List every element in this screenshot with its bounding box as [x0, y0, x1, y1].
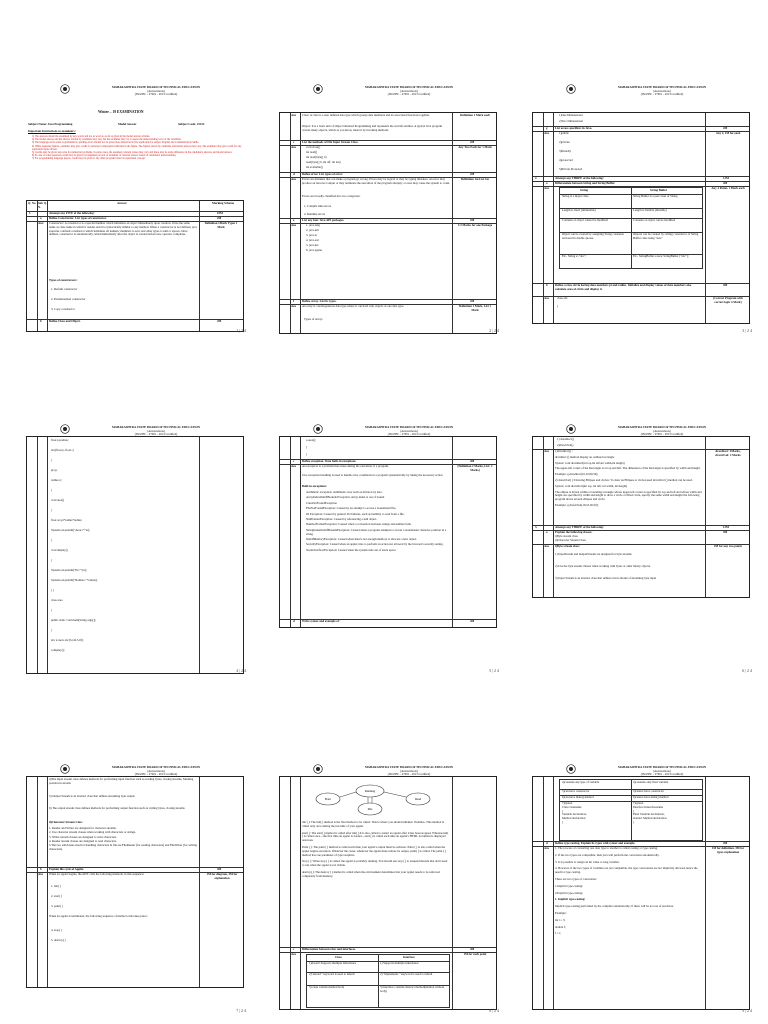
- table-cell: 6)cannot have main() method: [633, 795, 669, 799]
- error-types-intro: Errors are broadly classified into two categories:: [302, 194, 361, 198]
- typecasting-line: 1.Implicit type-casting:: [555, 883, 583, 888]
- typecasting-line: double f;: [555, 924, 566, 929]
- typecasting-line: There are two types of conversion:: [555, 876, 597, 881]
- subject-code: Subject Code: 22412: [178, 122, 205, 126]
- byte-stream-point: 2) Use the byte stream classes when working with bytes or other binary objects.: [555, 564, 651, 568]
- table-cell: 2) "implements " keyword is used to inherit: [380, 972, 433, 976]
- q3d-question: Define type casting. Explain its types with syntax and example.: [555, 841, 636, 845]
- answer-table: Born Running Idle Dead init ( ): The init( ) method is the first method to be called. This is where you should initialize Variables. This method is called only once during the run time of your applet. start( ): The start( ) method is called after init( ).It is also called to restart an applet after it has been stopped. Whereas init( ) is called once—the first time an applet is loaded—start( ) is called each time an applet's HTML document is displayed onscreen. Paint ( ): The paint ( ) method is called each time your applet's output must be redrawn. Paint ( ) is also called when the applet begins execution. Whatever the cause, whenever the applet must redraw its output, paint( ) is called. The paint ( ) method has one parameter of type Graphics. Stop ( ): When stop ( ) is called, the applet is probably running. You should use stop ( ) to suspend threads that don't need to run when the applet is not visible. destroy( ): The destroy ( ) method is called when the environment determines that your applet needs to be removed completely from memory. c Differentiate between class and interfaces. 4M Ans Class Interface 1)doesn't Supports multiple inheritance 1) Supports multiple inheritance 2)"extend " keyword is used to inherit 2) "implements " keyword is used to inherit 3) class contain method body 3) interface contains abstract method(method without body) 1M for each point: [279, 776, 497, 1010]
- q2b-marks: 4M: [723, 283, 728, 287]
- draw-answer: [555, 450, 703, 510]
- answer-table: Q. No. Sub Q. N. Answer Marking Scheme 1. Attempt any FIVE of the following: 10M a Define Constructor. List types of constructor. 2M Ans: Constructor: A constructor is a special member which initializes an object immediately upon creation. It has the same name as class name in which it resides and it is syntactically similar to any method. When a constructor is not defined, java executes a default constructor which initializes all numeric members to zero and other types to null or spaces. Once defined, constructor is automatically called immediately after the object is created before new operator completes. Definition 1Mark Types 1 Mark Types of constructors: 1. Default constructor 2. Parameterized constructor 3. Copy constructor b Define Class and Object. 2M: [26, 200, 244, 332]
- char-stream-point: 1. Reader and Writer are designed for character streams.: [49, 826, 117, 830]
- answer-table: 1)One Dimensional 2)Two Dimensional g List access specifiers in Java. 2M Ans 1)public 2)private 3)friendly 4)protected 5)Private Protected Any 2, 1M for each 2. Attempt any THREE of the following: 12M a Differentiate between String and String Buffer. 4M Ans String String Buffer String is a major class String Buffer is a peer class of String Length is fixed (immutable) Length is flexible (mutable) Contents of object cannot be modified Contents of object can be modified Object can be created by assigning String constants enclosed in double quotes. Objects can be created by calling constructor of String Buffer class using "new" Ex:- String s="abc"; Ex:- StringBuffer s=new StringBuffer ("abc"); Any 4 Points 1 Mark each b Define a class circle having data members pi and radius. Initialize and display values of data members also calculate area of circle and display it. 4M Ans class abc { (Correct Program with correct logic 4 Mark): [532, 112, 750, 324]
- draw-method-item: 1) drawRect(): [557, 437, 574, 441]
- th-interface: Interface: [403, 955, 415, 959]
- code-line: a.display();: [51, 647, 65, 652]
- code-line: {: [51, 607, 53, 612]
- code-line: pi=p;: [51, 467, 58, 472]
- q3b-marks: 4M: [217, 867, 222, 871]
- page-2: [271, 12, 501, 337]
- typecasting-line: 1. The process of converting one data type to another is called casting or type casting.: [555, 846, 658, 850]
- page-header: MAHARASHTRA STATE BOARD OF TECHNICAL EDUCATION (Autonomous) (ISO/IEC - 27001 - 2013 Certified): [111, 765, 201, 777]
- q1d-question: Define error. List types of error.: [302, 172, 343, 176]
- code-line: {: [51, 507, 53, 512]
- header-line-3: (ISO/IEC - 27001 - 2013 Certified): [134, 92, 178, 97]
- constructor-marks: Definition 1Mark Types 1 Mark: [204, 221, 239, 229]
- applet-method-desc: destroy( ): The destroy ( ) method is called when the environment determines that your applet needs to be removed completely from memory.: [302, 869, 441, 878]
- page-header: [68, 86, 244, 97]
- method-item: int read(byte[] b): [306, 155, 327, 159]
- page-header: MAHARASHTRA STATE BOARD OF TECHNICAL EDUCATION (Autonomous) (ISO/IEC - 27001 - 2013 Certified): [617, 765, 707, 777]
- table-cell: 4)contains only final variable: [633, 780, 669, 784]
- q2-heading: Attempt any THREE of the following:: [555, 176, 604, 180]
- page-header: MAHARASHTRA STATE BOARD OF TECHNICAL EDUCATION (Autonomous) (ISO/IEC - 27001 - 2013 Certified): [617, 85, 707, 97]
- code-line: {: [51, 557, 53, 562]
- draw-method-item: 2)drawOval(): [557, 443, 574, 447]
- method-item: void close(): [306, 145, 321, 149]
- header-line-1: MAHARASHTRA STATE BOARD OF TECHNICAL EDUCATION: [111, 85, 201, 89]
- table-cell: 3) class contain method body: [309, 985, 345, 989]
- answer-table: 1) drawRect() 2)drawOval() Ans 1)drawRect() : drawRect () method display an outlined rectangle Syntax: void drawRect(int top,int left,int width,int height) The upper-left corner of the Rectangle is at top and left. The dimension of the Rectangle is specified by width and height. Example: g.drawRect(10,10,60,50); 2) drawOval( ): Drawing Ellipses and circles: To draw an Ellipses or circles used drawOval () method can be used. Syntax: void drawOval(int top, int left, int width, int height) The ellipse is drawn within a bounding rectangle whose upper-left corner is specified by top and left and whose width and height are specified by width and height to draw a circle or filled circle, specify the same width and height the following program draws several ellipses and circle. Example: g.drawOval(10,10,50,50); drawRect: 2Marks, drawOval: 2 Marks 3. Attempt any THREE of the following: 12M a Explain the following classes. i)Byte stream class ii)Character Stream Class 4M Ans i)Byte stream class: 1) InputStream and OutputStream are designed for byte streams 2) Use the byte stream classes when working with bytes or other binary objects. 3) Input Stream is an abstract class that defines Java's model of streaming byte input 2M for any two points: [532, 436, 750, 598]
- q3a-marks: 4M: [723, 530, 728, 534]
- constructor-type-3: 3. Copy constructor: [51, 307, 75, 311]
- q3-marks: 12M: [723, 525, 729, 529]
- answer-table: a.area(); } } c Define exception. State built-in exceptions. 4M Ans An exception is a problem that arises during the execution of a program. Java exception handling is used to handle error conditions in a program systematically by taking the necessary action Built-in exceptions: Arithmetic exception: Arithmetic error such as division by zero. ArrayIndexOutOfBounds Exception: Array index is out of bound ClassNotFoundException FileNotFoundException: Caused by an attempt to access a nonexistent file. IO Exception: Caused by general I/O failures, such as inability to read from a file. NullPointerException: Caused by referencing a null object. NumberFormatException: Caused when a conversion between strings and number fails. StringIndexOutOfBoundsException: Caused when a program attempts to access a nonexistent character position in a string. OutOfMemoryException: Caused when there's not enough memory to allocate a new object. SecurityException: Caused when an applet tries to perform an action not allowed by the browser's security setting. StackOverflowException: Caused when the system runs out of stack space. (Definition 2 Marks, List: 2 Marks) d Write syntax and example of : 4M: [279, 436, 497, 628]
- page-9: [524, 692, 754, 1017]
- applet-method: 3. paint( ): [51, 904, 63, 908]
- q1a-marks: 2M: [217, 216, 222, 220]
- applet-method-desc: Paint ( ): The paint ( ) method is called each time your applet's output must be redrawn. Paint ( ) is also called when the applet begins execution. Whatever the cause, whenever the applet must redraw its output, paint( ) is called. The paint ( ) method has one parameter of type Graphics.: [302, 844, 447, 857]
- draw-text-line: Syntax: void drawOval(int top, int left, int width, int height): [555, 483, 628, 488]
- array-type: 2)Two Dimensional: [559, 119, 583, 123]
- method-item: read(byte[] b, int off, int len): [306, 160, 341, 164]
- builtin-list: [306, 491, 450, 554]
- q1b-marks-note: Definition 1 Mark each: [460, 113, 490, 117]
- q2d-question: Write syntax and example of :: [302, 619, 341, 623]
- exam-title: Winter – 19 EXAMINATION: [98, 110, 144, 114]
- q3d-marks-note: 1M for definition, 3M for types explanation: [711, 846, 745, 854]
- q3d-marks: 4M: [723, 841, 728, 845]
- builtin-exception-item: ClassNotFoundException: [306, 500, 337, 505]
- code-line: void display(): [51, 547, 68, 552]
- builtin-exception-item: NumberFormatException: Caused when a conversion between strings and number fails.: [306, 522, 412, 527]
- access-specifier: 4)protected: [559, 158, 573, 162]
- code-block: [51, 439, 197, 659]
- char-stream-point: 3. Writer stream classes are designed to write characters.: [49, 834, 117, 839]
- method-item: int read(): [306, 150, 318, 154]
- code-line: class area: [51, 597, 63, 602]
- constructor-types-title: Types of constructors:: [49, 278, 78, 282]
- q2a-marks: 4M: [723, 181, 728, 185]
- th-string: String: [580, 188, 589, 192]
- page-header: MAHARASHTRA STATE BOARD OF TECHNICAL EDUCATION (Autonomous) (ISO/IEC - 27001 - 2013 Certified): [364, 85, 454, 97]
- page-footer: 7 | 2 4: [236, 1008, 246, 1013]
- diagram-label: Idle: [367, 807, 373, 811]
- draw-text-line: The ellipse is drawn within a bounding rectangle whose upper-left corner is specified by top and left and whose width and height are specified by width and height to draw a circle or filled circle, specify the same width and height the following program draws several ellipses and circle.: [555, 489, 703, 502]
- code-table: [26, 436, 244, 674]
- q1e-marks: 2M: [470, 218, 475, 222]
- error-definition: Errors are mistakes that can make a program go wrong. Errors may be logical or may be typing mistakes. An error may produce an incorrect output or may terminate the execution of the program abruptly or even may cause the system to crash.: [302, 177, 450, 185]
- byte-stream-title: i)Byte stream class:: [555, 544, 580, 548]
- builtin-exception-item: FileNotFoundException: Caused by an attempt to access a nonexistent file.: [306, 506, 397, 511]
- stream-point: 6) The output stream class defines methods for performing output function such as writing bytes, closing streams: [49, 806, 185, 810]
- draw-text-line: Example: g.drawOval(10,10,50,50);: [555, 502, 599, 507]
- subject-name: Subject Name: Java Programming: [28, 122, 73, 126]
- page-7: [18, 692, 248, 1017]
- code-line: public static void main(String args[]): [51, 617, 96, 622]
- code-line: {: [51, 457, 53, 462]
- page-8: [271, 692, 501, 1017]
- byte-stream-point: 1) InputStream and OutputStream are designed for byte streams: [555, 552, 632, 556]
- constructor-answer: Constructor: A constructor is a special member which initializes an object immediately upon creation. It has the same name as class name in which it resides and it is syntactically similar to any method. When a constructor is not defined, java executes a default constructor which initializes all numeric members to zero and other types to null or spaces. Once defined, constructor is automatically called immediately after the object is created before new operator completes.: [49, 221, 198, 237]
- builtin-exception-item: StringIndexOutOfBoundsException: Caused when a program attempts to access a nonexistent character position in a string.: [306, 527, 447, 536]
- typecasting-line: int i = 3;: [555, 917, 566, 922]
- q2a-question: Differentiate between String and String Buffer.: [555, 181, 616, 185]
- q2c-marks: 4M: [470, 459, 475, 463]
- q3a-item: i)Byte stream class: [555, 534, 578, 538]
- q3c-marks-note: 1M for each point: [463, 952, 487, 956]
- diagram-label: Dead: [414, 797, 422, 801]
- table-cell: Ex:- StringBuffer s=new StringBuffer ("abc");: [633, 254, 689, 258]
- code-line: radius=r;: [51, 477, 62, 482]
- q3a-marks-note: 2M for any two points: [713, 544, 743, 548]
- table-cell: Contents of object can be modified: [633, 218, 676, 222]
- table-cell: Length is flexible (mutable): [633, 208, 667, 212]
- code-line: }: [51, 487, 53, 492]
- q1f-question: Define array. List its types.: [302, 299, 337, 303]
- q1f-marks: 2M: [470, 299, 475, 303]
- access-specifier: 1)public: [559, 131, 569, 135]
- table-cell: 7)syntax Interface Innterfacename { Final Variable declaration, abstract Method declaration }: [633, 801, 667, 824]
- applet-method-descriptions: [302, 821, 450, 882]
- draw-text-line: Syntax: void drawRect(int top,int left,int width,int height): [555, 460, 625, 465]
- code-line: void area(): [51, 497, 65, 502]
- table-cell: String is a major class: [562, 194, 589, 198]
- code-line: System.out.println("Pi="+pi);: [51, 567, 87, 572]
- applet-method-desc: init ( ): The init( ) method is the first method to be called. This is where you should initialize Variables. This method is called only once during the run time of your applet.: [302, 820, 445, 828]
- ans-label: Ans:: [38, 221, 45, 225]
- typecasting-line: 2.Explicit type-casting:: [555, 890, 583, 895]
- builtin-exception-item: OutOfMemoryException: Caused when there's not enough memory to allocate a new object.: [306, 536, 418, 541]
- typecasting-answer: [555, 847, 703, 939]
- th-stringbuffer: String Buffer: [650, 188, 668, 192]
- builtin-title: Built-in exceptions:: [302, 484, 327, 488]
- page-header: MAHARASHTRA STATE BOARD OF TECHNICAL EDUCATION (Autonomous) (ISO/IEC - 27001 - 2013 Certified): [364, 765, 454, 777]
- applet-intro: When an applet begins, the AWT calls the following methods, in this sequence:: [49, 872, 145, 876]
- array-types-title: Types of Array:: [304, 317, 323, 321]
- char-stream-point: 5.The two subclasses used for handling characters in file are FileReader (for reading characters) and FileWriter (for writing characters).: [49, 843, 198, 851]
- byte-stream-point: 3) Input Stream is an abstract class that defines Java's model of streaming byte input: [555, 576, 657, 580]
- q1-marks: 10M: [217, 211, 223, 215]
- q1a-question: Define Constructor. List types of constructor.: [49, 216, 107, 220]
- q1c-question: List the methods of File Input Stream Class.: [302, 140, 359, 144]
- model-answer-label: Model Answer: [118, 122, 137, 126]
- typecasting-line: Example:: [555, 910, 567, 915]
- q1e-marks-note: 1/2 Marks for one Package: [457, 223, 493, 227]
- col-answer: Answer: [117, 201, 127, 205]
- applet-method: 5. destroy( ): [51, 938, 66, 942]
- code-line: {: [557, 304, 559, 308]
- q2a-marks-note: Any 4 Points 1 Mark each: [711, 186, 745, 190]
- page-header: MAHARASHTRA STATE BOARD OF TECHNICAL EDUCATION (Autonomous) (ISO/IEC - 27001 - 2013 Certified): [111, 425, 201, 437]
- package-item: 1. java.lang: [306, 223, 320, 227]
- builtin-exception-item: Arithmetic exception: Arithmetic error such as division by zero.: [306, 490, 383, 494]
- q1b-marks: 2M: [217, 319, 222, 323]
- package-item: 5. java.net: [306, 243, 319, 247]
- q1g-question: List access specifiers in Java.: [555, 126, 593, 130]
- q3a-question: Explain the following classes.: [555, 530, 593, 534]
- table-cell: Ex:- String s="abc";: [562, 254, 587, 258]
- draw-text-line: drawRect () method display an outlined rectangle: [555, 454, 615, 459]
- typecasting-line: Implicit type-casting performed by the compiler automatically; if there will be no loss of precision.: [555, 904, 674, 909]
- typecasting-line: 2. If the two types are compatible, then java will perform the conversion automatically.: [555, 852, 660, 857]
- package-item: 2. java.util: [306, 228, 319, 232]
- q1g-marks-note: Any 2, 1M for each: [715, 131, 741, 135]
- builtin-exception-item: ArrayIndexOutOfBounds Exception: Array index is out of bound: [306, 495, 385, 500]
- page-footer: 2 | 2 4: [489, 328, 499, 333]
- q1g-marks: 2M: [723, 126, 728, 130]
- q3b-marks-note: 1M for diagram, 3M for explanation: [206, 872, 239, 880]
- answer-table: 4)contains any type of variable 4)contains only final variable 5)can have constructor 5)cannot have constructor 6)can have main() method 6)cannot have main() method 7)syntax Class classname { Variable declaration, Method declaration } 7)syntax Interface Innterfacename { Final Variable declaration, abstract Method declaration } d Define type casting. Explain its types with syntax and example. 4M Ans 1. The process of converting one data type to another is called casting or type casting. 2. If the two types are compatible, then java will perform the conversion automatically. 3. It is possible to assign an int value to long variable. 4. However, if the two types of variables are not compatible, the type conversions are not implicitly allowed, hence the need for type casting. There are two types of conversion: 1.Implicit type-casting: 2.Explicit type-casting: 1. Implicit type-casting: Implicit type-casting performed by the compiler automatically; if there will be no loss of precision. Example: int i = 3; double f; f = i; 1M for definition, 3M for types explanation: [532, 776, 750, 1010]
- q1b-question: Define Class and Object.: [49, 319, 81, 323]
- stream-point: 4)The Input stream class defines methods for performing input function such as reading bytes, closing streams, Marking position in stream.: [49, 777, 195, 785]
- builtin-exception-item: IO Exception: Caused by general I/O failures, such as inability to read from a file.: [306, 511, 405, 516]
- draw-text-line: 2) drawOval( ): Drawing Ellipses and circles: To draw an Ellipses or circles used drawOval () method can be used.: [555, 477, 693, 482]
- applet-lifecycle-diagram: [310, 781, 440, 817]
- constructor-type-1: 1. Default constructor: [51, 287, 78, 291]
- q2d-marks-note: drawRect: 2Marks, drawOval: 2 Marks: [715, 449, 742, 457]
- table-cell: 2)"extend " keyword is used to inherit: [309, 972, 355, 976]
- page-1: [18, 12, 248, 337]
- q1d-marks: 2M: [470, 172, 475, 176]
- page-footer: 3 | 2 4: [742, 328, 752, 333]
- class-definition: Class: A class is a user defined data type which groups data members and its associated functions together.: [302, 113, 430, 117]
- page-header: MAHARASHTRA STATE BOARD OF TECHNICAL EDUCATION (Autonomous) (ISO/IEC - 27001 - 2013 Certified): [617, 425, 707, 437]
- string-compare-table: [559, 187, 703, 269]
- applet-method: 4. stop( ): [51, 928, 62, 932]
- error-type: 1. Compile time errors: [304, 204, 332, 208]
- builtin-exception-item: StackOverflowException: Caused when the system runs out of stack space.: [306, 547, 397, 552]
- col-marking: Marking Scheme: [212, 201, 234, 205]
- code-line: class abc: [557, 296, 568, 300]
- typecasting-line: 4. However, if the two types of variables are not compatible, the type conversions are not implicitly allowed, hence the need for type casting.: [555, 866, 699, 875]
- code-line: System.out.println("Radius="+radius);: [51, 577, 98, 582]
- code-line: float pi,radius;: [51, 438, 69, 442]
- col-qno: Q. No.: [28, 201, 37, 205]
- applet-terminate-text: When an applet is terminated, the following sequence of method calls takes place:: [49, 914, 148, 918]
- access-specifier: 2)private: [559, 140, 570, 144]
- object-definition: Object: It is a basic unit of Object Oriented Programming and represents the real life entities. A typical Java program creates many objects, which as you know, interact by invoking methods.: [302, 124, 443, 132]
- method-item: int available(): [306, 165, 323, 169]
- table-cell: Length is fixed (immutable): [562, 208, 596, 212]
- code-line: abc a=new abc(3.14f,5.0f);: [51, 637, 84, 642]
- builtin-exception-item: SecurityException: Caused when an applet tries to perform an action not allowed by the browser's security setting.: [306, 542, 444, 547]
- package-item: 6. java.applet: [306, 248, 323, 252]
- q3c-question: Differentiate between class and interfaces.: [302, 947, 356, 951]
- diagram-label: Born: [325, 797, 331, 801]
- header-line-2: (Autonomous): [147, 88, 165, 93]
- q2b-question: Define a class circle having data members pi and radius. Initialize and display values of data members also calculate area of circle and display it.: [555, 283, 693, 291]
- draw-text-line: Example: g.drawRect(10,10,60,50);: [555, 472, 599, 477]
- table-cell: Contents of object cannot be modified: [562, 218, 608, 222]
- table-cell: 7)syntax Class classname { Variable declaration, Method declaration }: [562, 801, 587, 824]
- th-class: Class: [335, 955, 342, 959]
- q1-heading: Attempt any FIVE of the following:: [49, 211, 95, 215]
- table-cell: 4)contains any type of variable: [562, 780, 600, 784]
- class-interface-table: [306, 954, 450, 1008]
- q3a-item: ii)Character Stream Class: [555, 538, 586, 542]
- table-cell: 3) interface contains abstract method(method without body): [380, 985, 445, 993]
- applet-method-desc: start( ): The start( ) method is called after init( ).It is also called to restart an applet after it has been stopped. Whereas init( ) is called once—the first time an applet is loaded—start( ) is called each time an applet's HTML document is displayed onscreen.: [302, 830, 450, 843]
- instructions-title: Important Instructions to examiners:: [28, 129, 76, 133]
- exception-handling-text: Java exception handling is used to handle error conditions in a program systematically by taking the necessary action: [302, 473, 443, 477]
- package-item: 4. java.awt: [306, 238, 320, 242]
- page-footer: 4 | 2 4: [236, 668, 246, 673]
- table-cell: 5)can have constructor: [562, 789, 590, 793]
- char-stream-point: 2. Use character stream classes when working with characters or strings.: [49, 830, 136, 835]
- array-type: 1)One Dimensional: [559, 113, 583, 117]
- instructions-text: 1) The answers should be examined by key words and not as word-to-word as given in the model answer scheme. 2) The model answer and the answer written by candidate may vary but the examiner may try to assess the understanding level of the candidate. 3) The language errors such as grammatical, spelling errors should not be given more Importance (Not applicable for subject English and Communication Skills. 4) While assessing figures, examiner may give credit for principal components indicated in the figure. The figures drawn by candidate and model answer may vary. The examiner may give credit for any equivalent figure drawn. 5) Credits may be given step wise for numerical problems. In some cases, the assumed constant values may vary and there may be some difference in the candidate's answers and model answer. 6) In case of some questions credit may be given by judgement on part of examiner of relevant answer based on candidate's understanding. 7) For programming language papers, credit may be given to any other program based on equivalent concept.: [32, 135, 242, 161]
- table-cell: Object can be created by assigning String constants enclosed in double quotes.: [562, 232, 625, 240]
- q2b-marks-note: (Correct Program with correct logic 4 Mark): [713, 296, 744, 304]
- page-4: [18, 352, 248, 677]
- exception-definition: An exception is a problem that arises during the execution of a program.: [302, 464, 389, 468]
- page-6: [524, 352, 754, 677]
- constructor-type-2: 2. Parameterized constructor: [51, 297, 86, 301]
- q2d-marks: 4M: [470, 619, 475, 623]
- draw-text-line: The upper-left corner of the Rectangle is at top and left. The dimension of the Rectangle is specified by width and height.: [555, 466, 701, 471]
- builtin-exception-item: NullPointerException: Caused by referencing a null object.: [306, 516, 378, 521]
- code-line: {: [51, 627, 53, 632]
- code-line: System.out.println("Area="+ar);: [51, 527, 90, 532]
- table-cell: 1)doesn't Supports multiple inheritance: [309, 961, 357, 965]
- table-cell: 1) Supports multiple inheritance: [380, 961, 419, 965]
- page-footer: 5 | 2 4: [489, 668, 499, 673]
- q1d-marks-note: Definition 1m List 1m: [460, 177, 490, 181]
- q1c-marks: 2M: [470, 140, 475, 144]
- diagram-label: Running: [364, 789, 376, 793]
- table-cell: 6)can have main() method: [562, 795, 594, 799]
- char-stream-list: [49, 827, 197, 852]
- error-type: 2. Runtime errors: [304, 212, 326, 216]
- applet-method: 1. init( ): [51, 884, 61, 888]
- applet-method-desc: Stop ( ): When stop ( ) is called, the applet is probably running. You should use stop ( ) to suspend threads that don't need to run when the applet is not visible.: [302, 859, 449, 868]
- code-line: a.area();: [306, 438, 316, 442]
- q3b-question: Explain life cycle of Applet.: [49, 867, 85, 871]
- array-definition: An array is a homogeneous data type where it can hold only objects of one data type.: [302, 304, 405, 308]
- typecasting-line: 1. Implicit type-casting:: [555, 897, 586, 902]
- q1c-marks-note: Any Two Each for 1 Mark: [458, 145, 492, 149]
- code-line: abc(float p, float r): [51, 447, 74, 452]
- code-line: }: [306, 452, 308, 456]
- page-footer: 6 | 2 4: [742, 668, 752, 673]
- class-interface-table-cont: [559, 779, 703, 841]
- page-footer: 1 | 2 4: [236, 328, 246, 333]
- package-item: 3. java.io: [306, 233, 318, 237]
- page-footer: 9 | 2 4: [742, 1008, 752, 1013]
- access-specifier: 5)Private Protected: [559, 167, 583, 171]
- draw-text-line: 1)drawRect() :: [555, 449, 573, 453]
- q1e-question: List any four Java API packages.: [302, 218, 345, 222]
- table-cell: Objects can be created by calling constructor of String Buffer class using "new": [633, 232, 700, 240]
- page-header: MAHARASHTRA STATE BOARD OF TECHNICAL EDUCATION (Autonomous) (ISO/IEC - 27001 - 2013 Certified): [364, 425, 454, 437]
- stream-point: 5) Output Stream is an abstract class that defines streaming byte output.: [49, 794, 136, 798]
- char-stream-title: ii)Character Stream Class: [49, 820, 83, 824]
- col-subqno: Sub Q. N.: [38, 201, 48, 209]
- q2-marks: 12M: [723, 176, 729, 180]
- q2c-marks-note: (Definition 2 Marks, List: 2 Marks): [457, 464, 494, 472]
- table-cell: String Buffer is a peer class of String: [633, 194, 678, 198]
- answer-table: Ans Class: A class is a user defined data type which groups data members and its associated functions together. Object: It is a basic unit of Object Oriented Programming and represents the real life entities. A typical Java program creates many objects, which as you know, interact by invoking methods. Definition 1 Mark each c List the methods of File Input Stream Class. 2M Ans void close() int read() int read(byte[] b) read(byte[] b, int off, int len) int available() Any Two Each for 1 Mark d Define error. List types of error. 2M Ans Errors are mistakes that can make a program go wrong. Errors may be logical or may be typing mistakes. An error may produce an incorrect output or may terminate the execution of the program abruptly or even may cause the system to crash. Errors are broadly classified into two categories: 1. Compile time errors 2. Runtime errors Definition 1m List 1m e List any four Java API packages. 2M Ans 1. java.lang 2. java.util 3. java.io 4. java.awt 5. java.net 6. java.applet 1/2 Marks for one Package f Define array. List its types. 2M Ans An array is a homogeneous data type where it can hold only objects of one data type. Types of Array: Definition 1 Mark, List 1 Mark: [279, 112, 497, 334]
- q1f-marks-note: Definition 1 Mark, List 1 Mark: [459, 304, 492, 312]
- code-line: }}: [51, 587, 54, 592]
- typecasting-line: f = i;: [555, 931, 561, 936]
- answer-table: 4)The Input stream class defines methods for performing input function such as reading bytes, closing streams, Marking position in stream. 5) Output Stream is an abstract class that defines streaming byte output. 6) The output stream class defines methods for performing output function such as writing bytes, closing streams ii)Character Stream Class 1. Reader and Writer are designed for character streams. 2. Use character stream classes when working with characters or strings. 3. Writer stream classes are designed to write characters. 4. Reader stream classes are designed to read characters. 5.The two subclasses used for handling characters in file are FileReader (for reading characters) and FileWriter (for writing characters). b Explain life cycle of Applet. 4M Ans When an applet begins, the AWT calls the following methods, in this sequence: 1. init( ) 2. start( ) 3. paint( ) When an applet is terminated, the following sequence of method calls takes place: 4. stop( ) 5. destroy( ) 1M for diagram, 3M for explanation: [26, 776, 244, 988]
- table-cell: 5)cannot have constructor: [633, 789, 665, 793]
- access-specifier: 3)friendly: [559, 149, 571, 153]
- applet-method: 2. start( ): [51, 894, 62, 898]
- char-stream-point: 4. Reader stream classes are designed to read characters.: [49, 838, 117, 843]
- page-3: [524, 12, 754, 337]
- q3c-marks: 4M: [470, 947, 475, 951]
- q2c-question: Define exception. State built-in exceptions.: [302, 459, 357, 463]
- code-line: }: [51, 537, 53, 542]
- page-footer: 8 | 2 4: [489, 1008, 499, 1013]
- typecasting-line: 3. It is possible to assign an int value to long variable.: [555, 859, 620, 864]
- page-5: [271, 352, 501, 677]
- code-line: }: [306, 445, 308, 449]
- q3-heading: Attempt any THREE of the following:: [555, 525, 604, 529]
- code-line: float ar=pi*radius*radius;: [51, 517, 83, 522]
